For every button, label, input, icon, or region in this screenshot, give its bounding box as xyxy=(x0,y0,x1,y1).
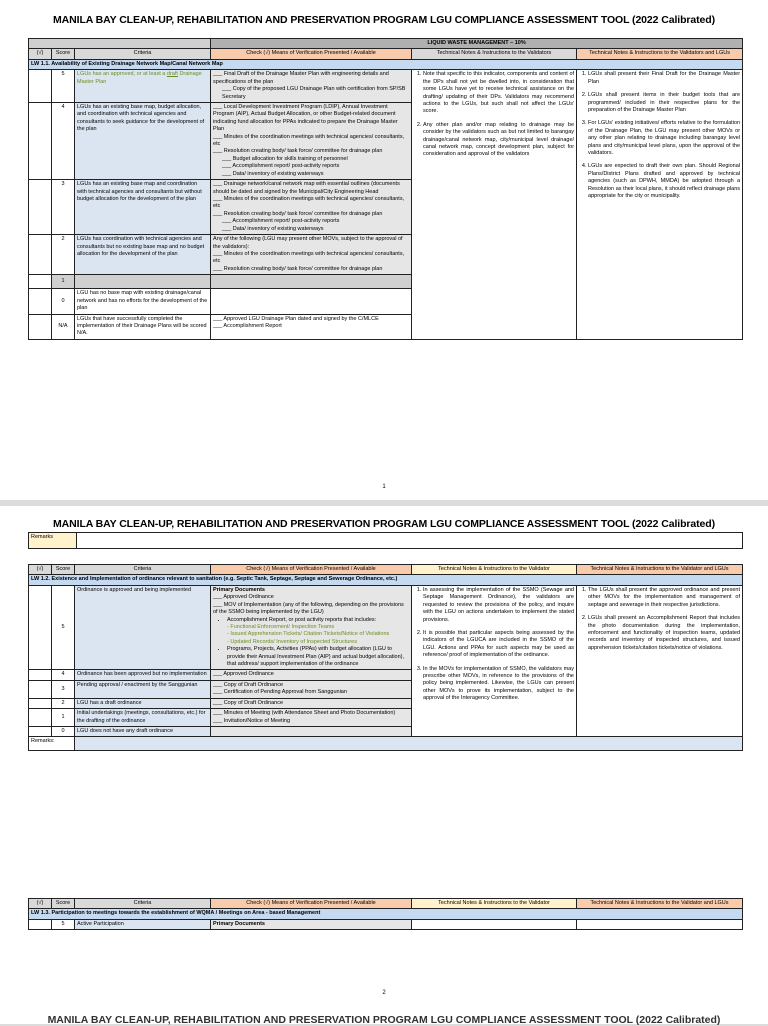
criteria-cell: Active Participation xyxy=(75,919,211,929)
score-cell: 2 xyxy=(52,235,75,275)
header-notes-validators-lgus: Technical Notes & Instructions to the Validators and LGUs xyxy=(577,49,743,59)
header-notes-validators: Technical Notes & Instructions to the Validators xyxy=(412,49,577,59)
check-cell[interactable] xyxy=(29,314,52,339)
notes-lgus-cell: 1. LGUs shall present their Final Draft for the Drainage Master Plan 2. LGUs shall present items in their budget tools that are programmed/ included in their respective plans for the preparation of the Drainage Master Plan 3. For LGUs' existing initiatives/ efforts relative to the formulation of the Drainage Plan, the LGU may present other MOVs or any other plan relating to drainage including barangay level plans and city/municipal level plans, upon the approval of the validators. 4. LGUs are expected to draft their own plan. Should Regional Plans/District Plans drafted and approved by technical agencies (such as DPWH, MMDA) be adopted through a Resolution as their local plans, it should reflect drainage plans appropriate for the city or municipality. xyxy=(577,70,743,340)
check-cell[interactable] xyxy=(29,289,52,314)
check-cell[interactable] xyxy=(29,727,52,737)
header-criteria: Criteria xyxy=(75,49,211,59)
header-score: Score xyxy=(52,899,75,909)
mov-cell: ___ Copy of Draft Ordinance xyxy=(211,698,412,708)
header-criteria: Criteria xyxy=(75,899,211,909)
section-lw-1-2: LW 1.2. Existence and Implementation of ordinance relevant to sanitation (e.g. Septic Tank, Septage, Septage and Sewerage Ordinance, etc.) xyxy=(29,575,743,585)
criteria-cell: LGUs has an approved, or at least a draft Drainage Master Plan xyxy=(75,70,211,103)
score-cell: 2 xyxy=(52,698,75,708)
score-cell: N/A xyxy=(52,314,75,339)
mov-cell: ___ Approved LGU Drainage Plan dated and signed by the C/MLCE ___ Accomplishment Report xyxy=(211,314,412,339)
notes-validators-cell: 1. Note that specific to this indicator, components and content of the DPs shall not yet be dwelled into, in consideration that some LGUs have yet to receive technical assistance on the drafting/ updating of their DPs. Validators may recommend actions to the LGUs, but such shall not affect the LGUs' score. 2. Any other plan and/or map relating to drainage may be consider by the validators such as but not limited to barangay drainage/canal network map, city/municipal level drainage/ canal network map, concept development plan, subject for consideration and approval of the validators xyxy=(412,70,577,340)
mov-cell: ___ Final Draft of the Drainage Master Plan with engineering details and specifications of the plan ___ Copy of the proposed LGU Drainage Plan with certification from SP/SB Secretary xyxy=(211,70,412,103)
document-title: MANILA BAY CLEAN-UP, REHABILITATION AND PRESERVATION PROGRAM LGU COMPLIANCE ASSESSMENT TOOL (2022 Calibrated) xyxy=(53,14,715,26)
section-lw-1-1: LW 1.1. Availability of Existing Drainage Network Map/Canal Network Map xyxy=(29,59,743,69)
criteria-cell: LGUs has an existing base map, budget allocation, and coordination with technical agencies and consultants to seek guidance for the development of the plan xyxy=(75,102,211,179)
header-score: Score xyxy=(52,49,75,59)
mov-cell: ___ Approved Ordinance xyxy=(211,670,412,680)
page-1 xyxy=(0,0,768,500)
page-number: 2 xyxy=(382,990,386,996)
notes-lgus-cell xyxy=(577,919,743,929)
score-cell: 3 xyxy=(52,680,75,698)
criteria-cell: Initial undertakings (meetings, consultations, etc.) for the drafting of the ordinance xyxy=(75,709,211,727)
mov-cell: ___ Drainage network/canal network map with essential outlines (documents should be dated and signed by the Municipal/City Engineering Head ___ Minutes of the coordination meetings with technical agencies/ consultants, etc ___ Resolution creating body/ task force/ committee for drainage plan ___ Accomplishment report/ post-activity reports ___ Data/ inventory of existing waterways xyxy=(211,180,412,235)
section-banner: LIQUID WASTE MANAGEMENT – 10% xyxy=(211,39,743,49)
criteria-cell: LGU has no base map with existing drainage/canal network and has no efforts for the development of the plan xyxy=(75,289,211,314)
next-page-title: MANILA BAY CLEAN-UP, REHABILITATION AND PRESERVATION PROGRAM LGU COMPLIANCE ASSESSMENT TOOL (2022 Calibrated) xyxy=(47,1014,721,1026)
check-cell[interactable] xyxy=(29,709,52,727)
check-cell[interactable] xyxy=(29,70,52,103)
mov-cell: Primary Documents xyxy=(211,919,412,929)
criteria-cell: LGU does not have any draft ordinance xyxy=(75,727,211,737)
mov-cell xyxy=(211,275,412,289)
criteria-cell: LGUs that have successfully completed the implementation of their Drainage Plans will be scored N/A. xyxy=(75,314,211,339)
lw-1-3-table xyxy=(28,898,743,930)
check-cell[interactable] xyxy=(29,180,52,235)
mov-cell: ___ Copy of Draft Ordinance ___ Certification of Pending Approval from Sanggunian xyxy=(211,680,412,698)
score-cell: 1 xyxy=(52,709,75,727)
mov-cell: Primary Documents ___ Approved Ordinance ___ MOV of Implementation (any of the following, depending on the provisions of the SSMO being implemented by the LGU) • Accomplishment Report, or post activity reports that includes: - Functional Enforcement/ Inspection Teams - Issued Apprehension Tickets/ Citation Tickets/Notice of Violations - Updated Records/ Inventory of Inspected Structures • Programs, Projects, Activities (PPAs) with budget allocation (LGU to provide their Annual Investment Plan (AIP) and actual budget allocation), that address/ support implementation of the ordinance xyxy=(211,585,412,670)
header-notes-validator-lgus: Technical Notes & Instructions to the Validator and LGUs xyxy=(577,565,743,575)
check-cell[interactable] xyxy=(29,698,52,708)
criteria-cell: Ordinance is approved and being implemented xyxy=(75,585,211,670)
check-cell[interactable] xyxy=(29,670,52,680)
header-notes-validator: Technical Notes & Instructions to the Validator xyxy=(412,565,577,575)
score-cell: 5 xyxy=(52,919,75,929)
mov-cell: Any of the following (LGU may present other MOVs, subject to the approval of the validators): ___ Minutes of the coordination meetings with technical agencies/ consultants, etc ___ Resolution creating body/ task force/ committee for drainage plan xyxy=(211,235,412,275)
mov-cell: ___ Local Development Investment Program (LDIP), Annual Investment Program (AIP), Actual Budget Allocation, or other Budget-related document indicating fund allocation for PPAs indicated to prepare the Drainage Master Plan ___ Minutes of the coordination meetings with technical agencies/ consultants, etc ___ Resolution creating body/ task force/ committee for drainage plan ___ Budget allocation for skills training of personnel ___ Accomplishment report/ post-activity reports ___ Data/ inventory of existing waterways xyxy=(211,102,412,179)
score-cell: 5 xyxy=(52,70,75,103)
criteria-cell: Pending approval / enactment by the Sanggunian xyxy=(75,680,211,698)
header-check: (√) xyxy=(29,49,52,59)
mov-cell xyxy=(211,289,412,314)
banner-spacer xyxy=(29,39,211,49)
score-cell: 3 xyxy=(52,180,75,235)
check-cell[interactable] xyxy=(29,919,52,929)
lw-1-1-table xyxy=(28,38,743,340)
score-cell: 0 xyxy=(52,727,75,737)
remarks-table xyxy=(28,532,743,549)
notes-validator-cell xyxy=(412,919,577,929)
header-check: (√) xyxy=(29,899,52,909)
header-mov: Check (√) Means of Verification Presented / Available xyxy=(211,565,412,575)
check-cell[interactable] xyxy=(29,235,52,275)
remarks-field[interactable] xyxy=(75,737,743,751)
remarks-label: Remarks: xyxy=(29,737,75,751)
header-notes-validator: Technical Notes & Instructions to the Validator xyxy=(412,899,577,909)
score-cell: 1 xyxy=(52,275,75,289)
notes-validator-cell: 1. In assessing the implementation of the SSMO (Sewage and Septage Management Ordinance), the validators are requested to review the provisions of the policy, and inquire with the LGU on actions undertaken to implement the stated provisions. 2. It is possible that particular aspects being assessed by the indicators of the LGUCA are included in the SSMO of the LGU. Actions and PPAs for such aspects may be used as reference/ proof of implementation of the ordinance. 3. In the MOVs for implementation of SSMO, the validators may prescribe other MOVs, in reference to the provisions of the policy being implemented. Likewise, the LGUs can present other MOVs to prove its implementation, subject to the approval of the Interagency Committee. xyxy=(412,585,577,737)
score-cell: 4 xyxy=(52,102,75,179)
remarks-label: Remarks xyxy=(29,533,77,549)
mov-cell xyxy=(211,727,412,737)
document-title: MANILA BAY CLEAN-UP, REHABILITATION AND PRESERVATION PROGRAM LGU COMPLIANCE ASSESSMENT TOOL (2022 Calibrated) xyxy=(53,518,715,530)
check-cell[interactable] xyxy=(29,585,52,670)
check-cell[interactable] xyxy=(29,102,52,179)
criteria-cell: LGUs has coordination with technical agencies and consultants but no existing base map and no budget allocation for the development of the plan xyxy=(75,235,211,275)
page-2 xyxy=(0,506,768,1024)
mov-cell: ___ Minutes of Meeting (with Attendance Sheet and Photo Documentation) ___ Invitation/Notice of Meeting xyxy=(211,709,412,727)
header-mov: Check (√) Means of Verification Presented / Available xyxy=(211,899,412,909)
header-notes-validator-lgus: Technical Notes & Instructions to the Validator and LGUs xyxy=(577,899,743,909)
score-cell: 4 xyxy=(52,670,75,680)
score-cell: 0 xyxy=(52,289,75,314)
header-mov: Check (√) Means of Verification Presented / Available xyxy=(211,49,412,59)
check-cell[interactable] xyxy=(29,680,52,698)
page-number: 1 xyxy=(382,484,386,490)
criteria-cell xyxy=(75,275,211,289)
criteria-cell: Ordinance has been approved but no implementation xyxy=(75,670,211,680)
header-score: Score xyxy=(52,565,75,575)
notes-lgus-cell: 1. The LGUs shall present the approved ordinance and present other MOVs for the implementation and management of septage and sewerage in their respective jurisdictions. 2. LGUs shall present an Accomplishment Report that includes the photo documentation during the implementation, enforcement and functionality of inspection teams, updated records and inventory of inspected structures, and issued apprehension tickets/citation tickets/notice of violations. xyxy=(577,585,743,737)
header-check: (√) xyxy=(29,565,52,575)
criteria-cell: LGU has a draft ordinance xyxy=(75,698,211,708)
lw-1-2-table xyxy=(28,564,743,751)
criteria-cell: LGUs has an existing base map and coordination with technical agencies and consultants but without budget allocation for the development of the plan xyxy=(75,180,211,235)
check-cell[interactable] xyxy=(29,275,52,289)
score-cell: 5 xyxy=(52,585,75,670)
header-criteria: Criteria xyxy=(75,565,211,575)
section-lw-1-3: LW 1.3. Participation to meetings towards the establishment of WQMA / Meetings on Area - based Management xyxy=(29,909,743,919)
remarks-field[interactable] xyxy=(77,533,743,549)
